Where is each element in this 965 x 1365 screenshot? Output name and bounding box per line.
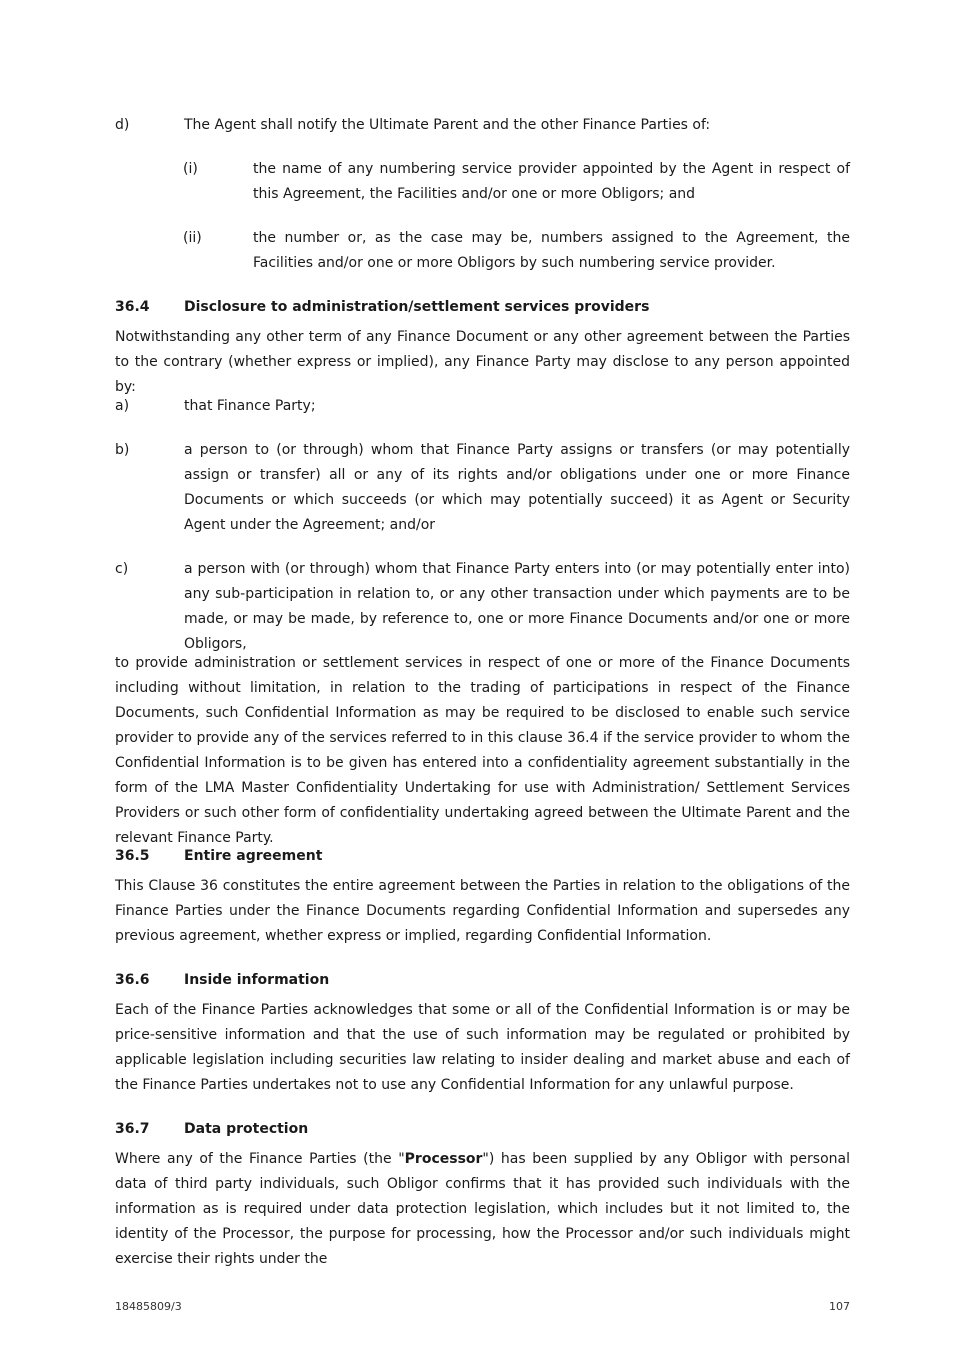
item-label: d) [115,117,130,133]
section-title: Entire agreement [184,848,323,864]
section-heading-36-5 [115,844,850,869]
item-text: that Finance Party; [184,398,316,414]
item-text: The Agent shall notify the Ultimate Parent and the other Finance Parties of: [184,117,711,133]
section-36-4-closing: to provide administration or settlement services in respect of one or more of the Finance Documents including without limitation, in relation to the trading of participations in respect of the Finance Documents, such Confidential Information as may be required to be disclosed to enable such service provider to provide any of the services referred to in this clause 36.4 if the service provider to whom the Confidential Information is to be given has entered into a confidentiality agreement substantially in the form of the LMA Master Confidentiality Undertaking for use with Administration/ Settlement Services Providers or such other form of confidentiality undertaking agreed between the Ultimate Parent and the relevant Finance Party. [115,655,850,846]
section-title: Data protection [184,1121,309,1137]
item-label: a) [115,398,130,414]
section-number: 36.4 [115,299,150,315]
item-text: a person to (or through) whom that Finance Party assigns or transfers (or may potentially assign or transfer) all or any of its rights and/or obligations under one or more Finance Documents or which succeeds (or which may potentially succeed) it as Agent or Security Agent under the Agreement; and/or [184,442,850,533]
clause-item-c [115,557,850,657]
section-36-7-text [115,1147,850,1272]
footer-doc-ref: 18485809/3 [115,1300,182,1313]
clause-item-d-i [115,157,850,207]
section-36-6-text: Each of the Finance Parties acknowledges that some or all of the Confidential Information is or may be price-sensitive information and that the use of such information may be regulated or prohibited by applicable legislation including securities law relating to insider dealing and market abuse and each of the Finance Parties undertakes not to use any Confidential Information for any unlawful purpose. [115,1002,850,1093]
section-36-4-intro: Notwithstanding any other term of any Finance Document or any other agreement between the Parties to the contrary (whether express or implied), any Finance Party may disclose to any person appointed by: [115,329,850,395]
clause-item-b [115,438,850,538]
item-label: b) [115,442,130,458]
footer-page-number: 107 [829,1300,850,1313]
item-text: a person with (or through) whom that Finance Party enters into (or may potentially enter into) any sub-participation in relation to, or any other transaction under which payments are to be made, or may be made, by reference to, one or more Finance Documents and/or one or more Obligors, [184,561,850,652]
section-number: 36.5 [115,848,150,864]
subitem-text: the number or, as the case may be, numbers assigned to the Agreement, the Facilities and/or one or more Obligors by such numbering service provider. [253,230,850,271]
clause-item-d-ii [115,226,850,276]
subitem-label: (ii) [183,230,202,246]
section-heading-36-6 [115,968,850,993]
section-number: 36.6 [115,972,150,988]
section-number: 36.7 [115,1121,150,1137]
section-heading-36-4 [115,295,850,320]
subitem-label: (i) [183,161,198,177]
section-heading-36-7 [115,1117,850,1142]
clause-item-a [115,394,850,419]
item-label: c) [115,561,129,577]
subitem-text: the name of any numbering service provider appointed by the Agent in respect of this Agreement, the Facilities and/or one or more Obligors; and [253,161,850,202]
section-36-5-text: This Clause 36 constitutes the entire agreement between the Parties in relation to the obligations of the Finance Parties under the Finance Documents regarding Confidential Information and supersedes any previous agreement, whether express or implied, regarding Confidential Information. [115,878,850,944]
defined-term-processor: Processor [404,1151,483,1167]
clause-item-d [115,113,850,138]
text-before-term: Where any of the Finance Parties (the " [115,1151,405,1167]
text-after-term: ") has been supplied by any Obligor with personal data of third party individuals, such Obligor confirms that it has provided such individuals with the information as is required under data protection legislation, which includes but it not limited to, the identity of the Processor, the purpose for processing, how the Processor and/or such individuals might exercise their rights under the [115,1151,851,1267]
section-title: Disclosure to administration/settlement services providers [184,299,650,315]
section-title: Inside information [184,972,330,988]
